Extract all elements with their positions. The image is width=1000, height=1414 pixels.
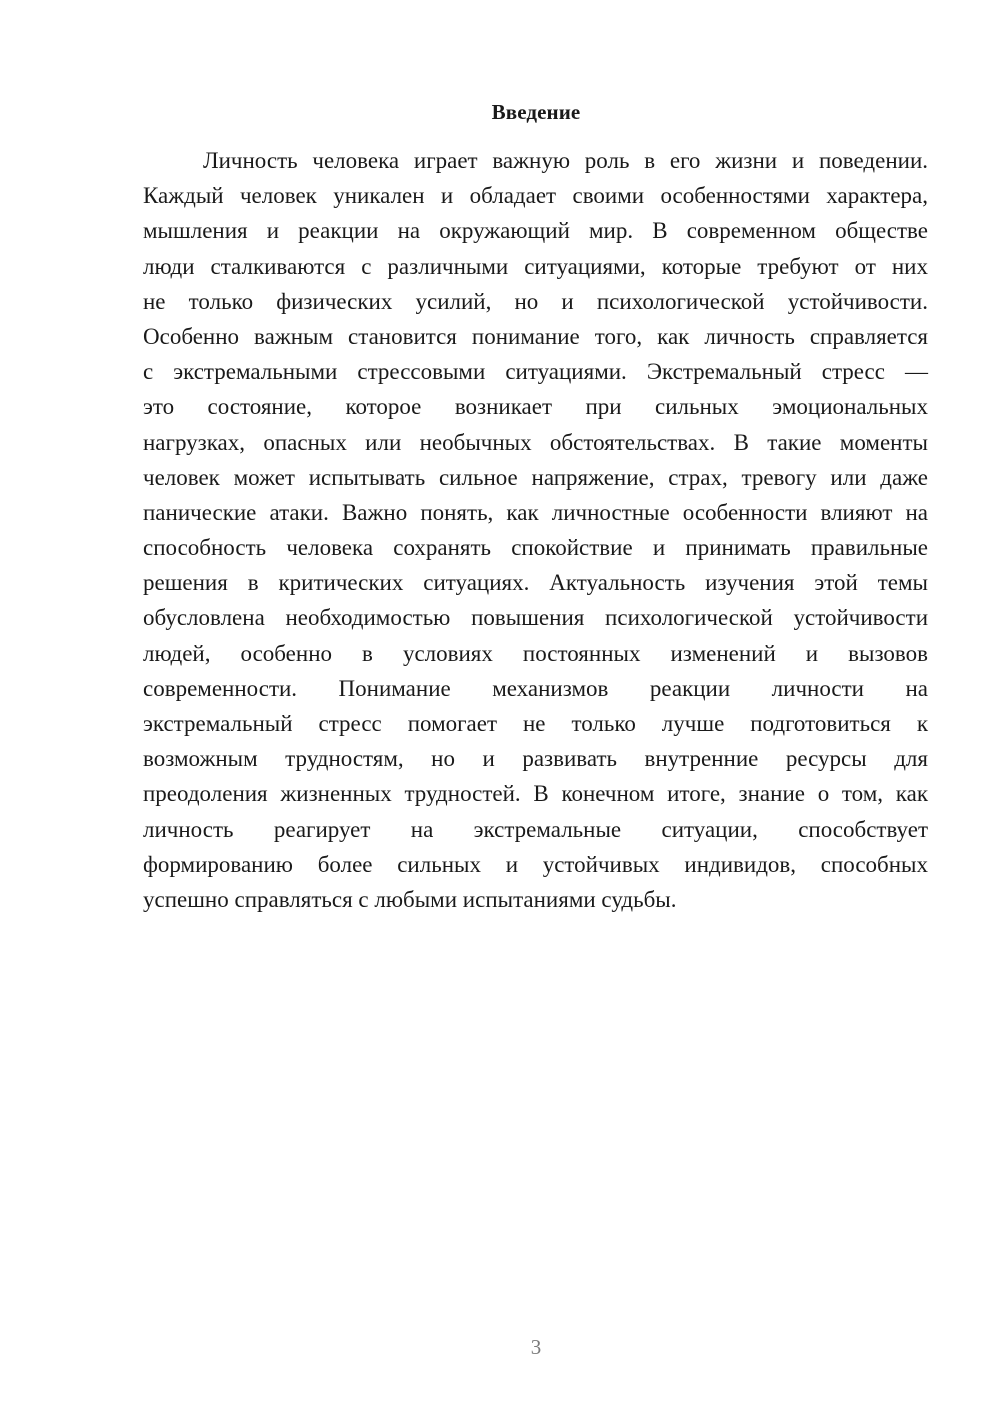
page-number: 3 (530, 1335, 542, 1359)
paragraph-line: это состояние, которое возникает при сильных эмоциональных (143, 394, 928, 420)
paragraph-line: человек может испытывать сильное напряжение, страх, тревогу или даже (143, 464, 928, 490)
paragraph-line: с экстремальными стрессовыми ситуациями. Экстремальный стресс — (143, 359, 928, 385)
paragraph-line: люди сталкиваются с различными ситуациями, которые требуют от них (143, 253, 928, 279)
paragraph-line: не только физических усилий, но и психологической устойчивости. (143, 288, 928, 314)
paragraph-line: панические атаки. Важно понять, как личностные особенности влияют на (143, 499, 928, 525)
paragraph-line: решения в критических ситуациях. Актуальность изучения этой темы (143, 570, 928, 596)
paragraph-line: личность реагирует на экстремальные ситуации, способствует (143, 816, 928, 842)
paragraph-line: способность человека сохранять спокойствие и принимать правильные (143, 535, 928, 561)
paragraph-line: экстремальный стресс помогает не только лучше подготовиться к (143, 711, 928, 736)
paragraph-line: Личность человека играет важную роль в его жизни и поведении. (203, 148, 928, 173)
section-heading: Введение (491, 100, 581, 124)
paragraph-line: людей, особенно в условиях постоянных изменений и вызовов (143, 640, 928, 666)
paragraph-line: формированию более сильных и устойчивых индивидов, способных (143, 851, 928, 877)
paragraph-line: преодоления жизненных трудностей. В конечном итоге, знание о том, как (143, 781, 928, 807)
introduction-paragraph (143, 143, 928, 917)
paragraph-line: Каждый человек уникален и обладает своими особенностями характера, (143, 183, 928, 209)
paragraph-line: обусловлена необходимостью повышения психологической устойчивости (143, 605, 928, 631)
paragraph-line: мышления и реакции на окружающий мир. В современном обществе (143, 218, 928, 244)
paragraph-line: современности. Понимание механизмов реакции личности на (143, 675, 928, 701)
paragraph-line: успешно справляться с любыми испытаниями судьбы. (143, 886, 677, 912)
paragraph-line: возможным трудностям, но и развивать внутренние ресурсы для (143, 746, 928, 772)
paragraph-line: нагрузках, опасных или необычных обстоятельствах. В такие моменты (143, 429, 928, 455)
paragraph-line: Особенно важным становится понимание того, как личность справляется (143, 323, 928, 349)
